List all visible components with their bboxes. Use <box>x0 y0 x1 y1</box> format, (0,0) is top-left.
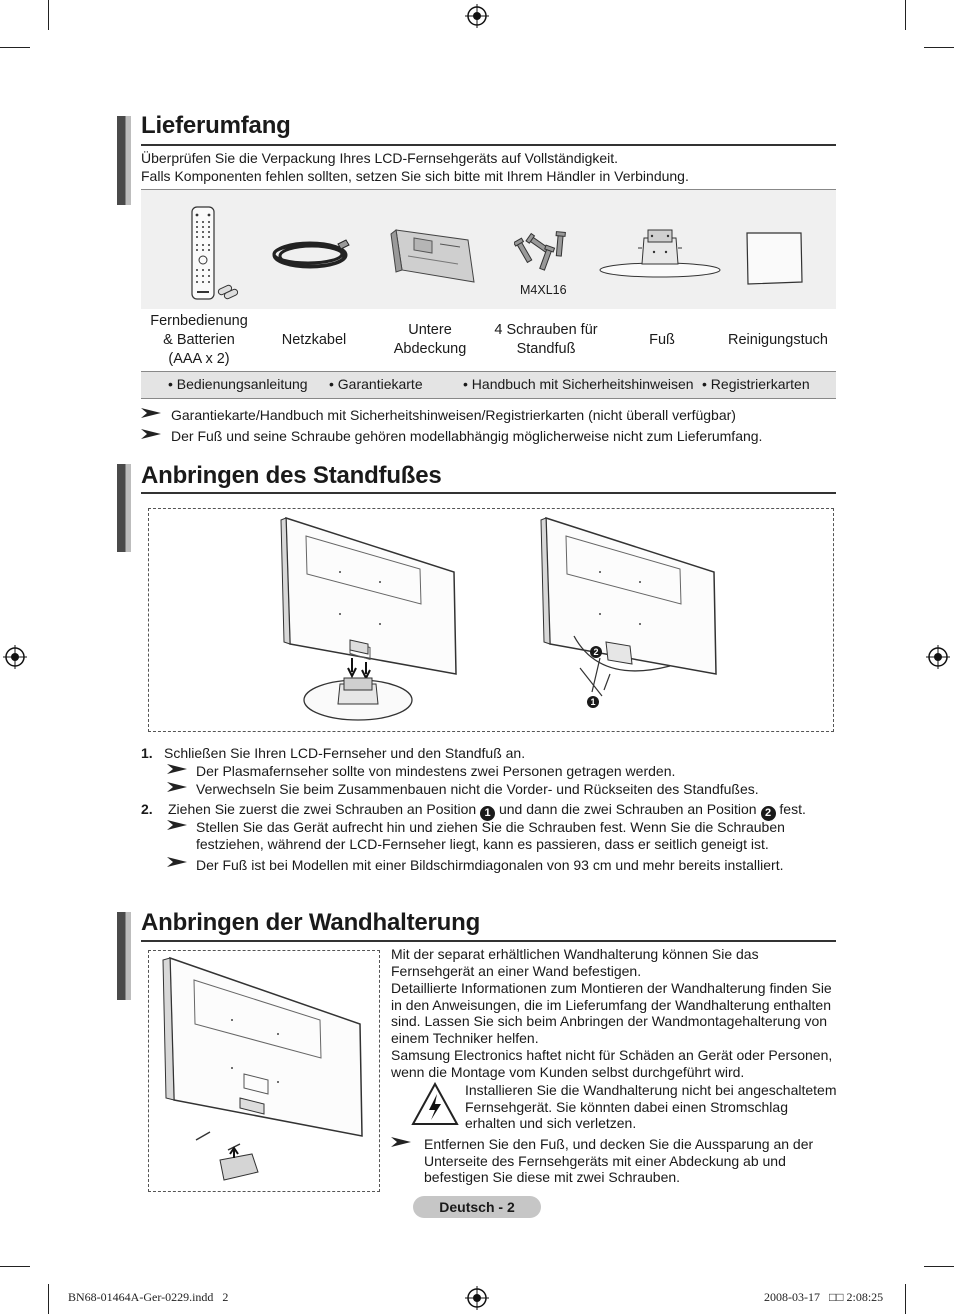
note-text: Garantiekarte/Handbuch mit Sicherheitshinweisen/Registrierkarten (nicht überall verfügbar) <box>171 407 736 423</box>
wall-paragraph-3: Samsung Electronics haftet nicht für Schäden an Gerät oder Personen, wenn die Montage vom Kunden selbst durchgeführt wird. <box>391 1047 833 1080</box>
registration-mark-top <box>465 4 489 28</box>
note-text: Stellen Sie das Gerät aufrecht hin und ziehen Sie die Schrauben fest. Wenn Sie die Schrauben festziehen, während der LCD-Fernseher liegt, kann es passieren, dass er seitlich geneigt ist. <box>196 819 785 852</box>
note-text: Entfernen Sie den Fuß, und decken Sie die Aussparung an der Unterseite des Fernsehgeräts mit einer Abdeckung ab und befestigen Sie diese mit zwei Schrauben. <box>424 1136 814 1185</box>
position-badge-1: 1 <box>587 696 599 708</box>
intro-line-1: Überprüfen Sie die Verpackung Ihres LCD-Fernsehgeräts auf Vollständigkeit. <box>141 150 619 166</box>
item-label-cover: Untere Abdeckung <box>393 322 467 357</box>
tv-with-stand-illustration <box>280 514 460 726</box>
electric-warning-icon <box>411 1082 459 1126</box>
cleaning-cloth-icon <box>744 230 804 286</box>
section-bar <box>117 116 131 205</box>
section-rule <box>141 492 836 494</box>
date-slug: 2008-03-17 □□ 2:08:25 <box>764 1290 884 1304</box>
intro-line-2: Falls Komponenten fehlen sollten, setzen Sie sich bitte mit Ihrem Händler in Verbindung. <box>141 168 689 184</box>
item-label-screws: 4 Schrauben für Standfuß <box>494 322 598 357</box>
tv-stand-screws-illustration <box>540 514 720 714</box>
note-arrow-icon <box>391 1137 411 1147</box>
note-text: Verwechseln Sie beim Zusammenbauen nicht die Vorder- und Rückseiten des Standfußes. <box>196 781 759 797</box>
registration-mark-right <box>926 645 950 669</box>
warning-text: Installieren Sie die Wandhalterung nicht bei angeschaltetem Fernsehgerät. Sie könnten dabei einen Stromschlag erhalten und sich verletzen. <box>465 1082 837 1131</box>
note-arrow-icon <box>141 408 161 418</box>
extra-item: • Registrierkarten <box>702 376 810 392</box>
wall-paragraph-1: Mit der separat erhältlichen Wandhalterung können Sie das Fernsehgerät an einer Wand befestigen. <box>391 946 759 979</box>
wall-paragraph-2: Detaillierte Informationen zum Montieren der Wandhalterung finden Sie in den Anweisungen, die im Lieferumfang der Wandhalterung enthalten sind. Lassen Sie sich beim Anbringen der Wandmontagehalterung von einem Techniker helfen. <box>391 980 832 1046</box>
extra-item: • Handbuch mit Sicherheitshinweisen <box>463 376 694 392</box>
step-text <box>168 801 806 821</box>
note-arrow-icon <box>167 782 187 792</box>
power-cord-icon <box>270 236 356 274</box>
position-badge-1: 1 <box>480 806 495 821</box>
extra-item: • Bedienungsanleitung <box>168 376 308 392</box>
step2-part-a: Ziehen Sie zuerst die zwei Schrauben an Position <box>168 801 477 817</box>
page-label: Deutsch - 2 <box>413 1196 541 1218</box>
step2-part-b: und dann die zwei Schrauben an Position <box>498 801 757 817</box>
item-label-cloth: Reinigungstuch <box>728 332 828 348</box>
note-arrow-icon <box>167 764 187 774</box>
section-title-standfuss: Anbringen des Standfußes <box>141 462 442 489</box>
step-number: 2. <box>141 801 153 817</box>
remote-control-icon <box>186 205 242 301</box>
note-text: Der Fuß und seine Schraube gehören modellabhängig möglicherweise nicht zum Lieferumfang. <box>171 428 763 444</box>
position-badge-2: 2 <box>761 806 776 821</box>
section-title-lieferumfang: Lieferumfang <box>141 112 291 139</box>
section-bar <box>117 912 131 1000</box>
item-label-remote: Fernbedienung & Batterien (AAA x 2) <box>150 313 248 367</box>
section-rule <box>141 144 836 146</box>
item-label-stand: Fuß <box>649 332 675 348</box>
step-text: Schließen Sie Ihren LCD-Fernseher und den Standfuß an. <box>164 745 526 761</box>
section-rule <box>141 940 836 942</box>
tv-wall-mount-illustration <box>160 954 370 1186</box>
step-number: 1. <box>141 745 153 761</box>
note-arrow-icon <box>141 429 161 439</box>
stand-icon <box>598 226 722 280</box>
screws-icon <box>514 226 572 274</box>
note-arrow-icon <box>167 820 187 830</box>
screw-code: M4XL16 <box>520 283 567 297</box>
note-arrow-icon <box>167 857 187 867</box>
note-text: Der Plasmafernseher sollte von mindestens zwei Personen getragen werden. <box>196 763 676 779</box>
file-slug: BN68-01464A-Ger-0229.indd 2 <box>68 1290 229 1304</box>
registration-mark-bottom <box>465 1286 489 1310</box>
registration-mark-left <box>3 645 27 669</box>
note-text: Der Fuß ist bei Modellen mit einer Bildschirmdiagonalen von 93 cm und mehr bereits installiert. <box>196 857 784 873</box>
extra-item: • Garantiekarte <box>329 376 423 392</box>
lower-cover-icon <box>388 226 478 284</box>
section-bar <box>117 464 131 552</box>
items-image-band <box>141 189 836 309</box>
section-title-wand: Anbringen der Wandhalterung <box>141 909 481 936</box>
item-label-cord: Netzkabel <box>281 332 347 348</box>
step2-part-c: fest. <box>779 801 806 817</box>
position-badge-2: 2 <box>590 646 602 658</box>
stand-illustration-box <box>148 508 834 732</box>
